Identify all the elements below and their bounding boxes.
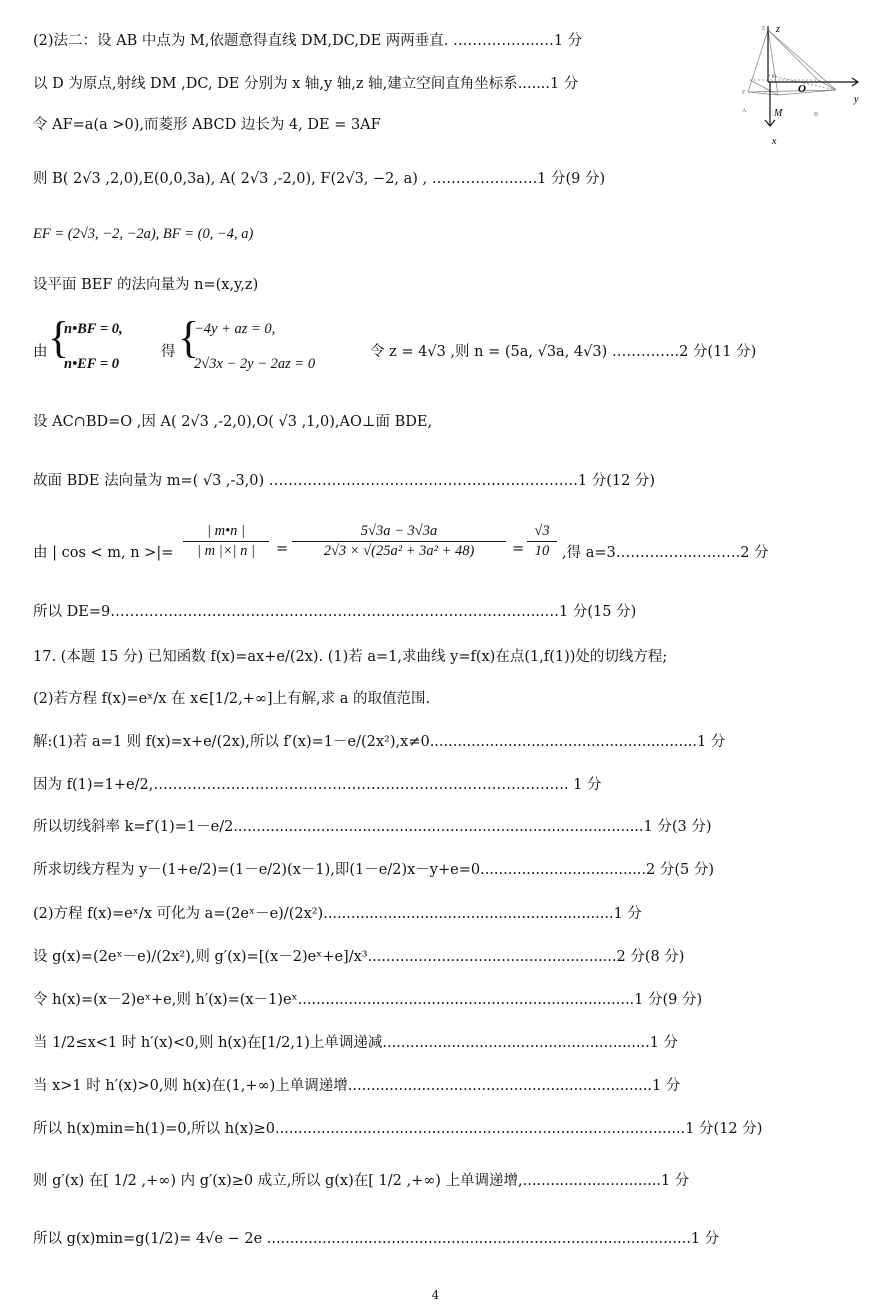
point-e-label: E [762, 26, 766, 32]
point-o-label: O [798, 83, 806, 95]
left-brace-2: { [178, 313, 200, 362]
vector-definitions-line: EF = (2√3, −2, −2a), BF = (0, −4, a) [33, 226, 254, 242]
system-prefix: 由 [33, 344, 48, 360]
solution-method-two-line: (2)法二：设 AB 中点为 M,依题意得直线 DM,DC,DE 两两垂直. ……………...…1 分 [33, 33, 583, 49]
h-min-line: 所以 h(x)min=h(1)=0,所以 h(x)≥0.........................................................................................1 分(12 分) [33, 1121, 763, 1137]
coordinate-setup-line: 以 D 为原点,射线 DM ,DC, DE 分别为 x 轴,y 轴,z 轴,建立空间直角坐标系.......1 分 [33, 76, 579, 92]
problem-17-part2-line: (2)若方程 f(x)=eˣ/x 在 x∈[1/2,+∞]上有解,求 a 的取值范围. [33, 691, 431, 707]
diagonal-intersection-line: 设 AC∩BD=O ,因 A( 2√3 ,-2,0),O( √3 ,1,0),AO⊥面 BDE, [33, 414, 433, 430]
cosine-suffix: ,得 a=3……….…...……….2 分 [562, 545, 769, 561]
system1-row1: n•BF = 0, [64, 321, 123, 337]
fraction-one-numerator: | m•n | [206, 523, 246, 539]
page-number: 4 [431, 1288, 440, 1302]
problem-17-statement-line: 17. (本题 15 分) 已知函数 f(x)=ax+e/(2x). (1)若 a=1,求曲线 y=f(x)在点(1,f(1))处的切线方程; [33, 649, 668, 665]
tangent-equation-line: 所求切线方程为 y－(1+e/2)=(1－e/2)(x－1),即(1－e/2)x－y+e=0....................................2 分(5 分) [33, 862, 715, 878]
plane-bde-normal-line: 故面 BDE 法向量为 m=( √3 ,-3,0) ……………………………………………………….1 分(12 分) [33, 473, 656, 489]
system-suffix: 令 z = 4√3 ,则 n = (5a, √3a, 4√3) …………..2 分(11 分) [370, 344, 757, 360]
point-coordinates-line: 则 B( 2√3 ,2,0),E(0,0,3a), A( 2√3 ,-2,0), F(2√3, −2, a) , ……………...….1 分(9 分) [33, 171, 606, 187]
rewrite-equation-line: (2)方程 f(x)=eˣ/x 可化为 a=(2eˣ－e)/(2x²)...............................................................1 分 [33, 906, 642, 922]
system-mid: 得 [161, 344, 176, 360]
g-min-line: 所以 g(x)min=g(1/2)= 4√e − 2e ............................................................................................1 分 [33, 1231, 720, 1247]
fraction-one [183, 523, 269, 560]
fraction-three-numerator: √3 [534, 523, 550, 539]
axis-y-label: y [854, 94, 859, 105]
cosine-prefix: 由 | cos < m, n >|= [33, 545, 174, 561]
fraction-two-numerator: 5√3a − 3√3a [360, 523, 438, 539]
de-result-line: 所以 DE=9……………………………………………………………………………...…1 分(15 分) [33, 604, 637, 620]
axis-z-label: z [776, 24, 780, 35]
normal-vector-intro-line: 设平面 BEF 的法向量为 n=(x,y,z) [33, 277, 259, 293]
point-f-label: F [742, 90, 746, 96]
fraction-three [527, 523, 557, 560]
point-d-label: D [772, 74, 777, 80]
fraction-two-denominator: 2√3 × √(25a² + 3a² + 48) [323, 543, 475, 559]
h-definition-line: 令 h(x)=(x－2)eˣ+e,则 h′(x)=(x－1)eˣ.........................................................................1 分(9 分) [33, 992, 703, 1008]
system1-row2: n•EF = 0 [64, 356, 119, 372]
axis-x-label: x [772, 136, 777, 147]
h-decreasing-line: 当 1/2≤x<1 时 h′(x)<0,则 h(x)在[1/2,1)上单调递减..........................................................1 分 [33, 1035, 679, 1051]
coordinate-system-figure [738, 20, 866, 148]
system2-row1: −4y + az = 0, [194, 321, 276, 337]
solution-part1-line: 解:(1)若 a=1 则 f(x)=x+e/(2x),所以 f′(x)=1－e/(2x²),x≠0..........................................................1 分 [33, 734, 726, 750]
equals-one: = [276, 541, 289, 557]
left-brace-1: { [48, 313, 70, 362]
fraction-three-denominator: 10 [534, 543, 550, 559]
point-a-label: A [742, 108, 747, 114]
g-definition-line: 设 g(x)=(2eˣ－e)/(2x²),则 g′(x)=[(x－2)eˣ+e]/x³......................................................2 分(8 分) [33, 949, 685, 965]
fraction-two [292, 523, 506, 560]
point-m-label: M [774, 108, 783, 119]
h-increasing-line: 当 x>1 时 h′(x)>0,则 h(x)在(1,+∞)上单调递增..................................................................1 分 [33, 1078, 681, 1094]
system2-row2: 2√3x − 2y − 2az = 0 [194, 356, 316, 372]
fraction-one-denominator: | m |×| n | [197, 543, 255, 559]
g-increasing-line: 则 g′(x) 在[ 1/2 ,+∞) 内 g′(x)≥0 成立,所以 g(x)在[ 1/2 ,+∞) 上单调递增,..............................1 分 [33, 1173, 690, 1189]
equals-two: = [512, 541, 525, 557]
point-b-label: B [814, 112, 819, 118]
parameter-definition-line: 令 AF=a(a >0),而菱形 ABCD 边长为 4, DE = 3AF [33, 117, 381, 133]
slope-line: 所以切线斜率 k=f′(1)=1－e/2.........................................................................................1 分(3 分) [33, 819, 712, 835]
f1-value-line: 因为 f(1)=1+e/2,……………………………………………………………………….…. 1 分 [33, 777, 602, 793]
